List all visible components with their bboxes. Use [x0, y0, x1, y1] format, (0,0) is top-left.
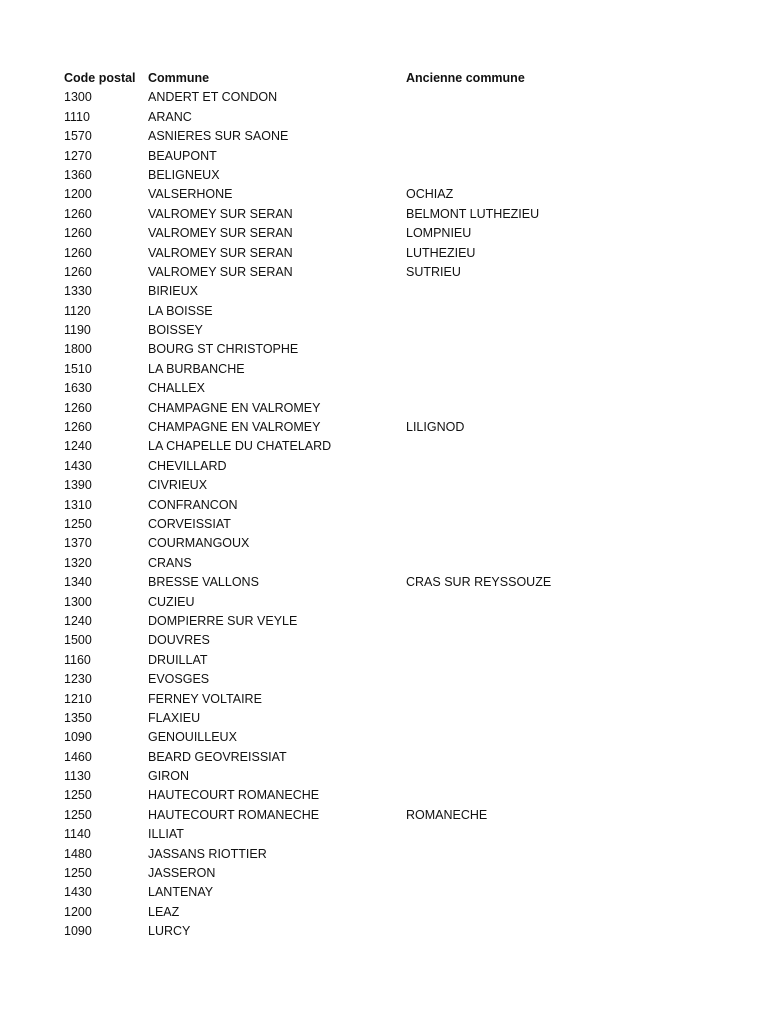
cell-code-postal: 1360 — [64, 167, 92, 182]
table-row — [64, 922, 704, 941]
cell-code-postal: 1260 — [64, 226, 92, 241]
table-row — [64, 825, 704, 844]
cell-commune: HAUTECOURT ROMANECHE — [148, 788, 320, 803]
cell-code-postal: 1330 — [64, 284, 92, 299]
table-row — [64, 864, 704, 883]
table-row — [64, 302, 704, 321]
cell-commune: DOMPIERRE SUR VEYLE — [148, 613, 298, 628]
cell-code-postal: 1250 — [64, 866, 92, 881]
cell-ancienne-commune: LOMPNIEU — [406, 226, 472, 241]
cell-commune: CORVEISSIAT — [148, 516, 231, 531]
cell-code-postal: 1250 — [64, 788, 92, 803]
header-commune: Commune — [148, 71, 210, 85]
cell-code-postal: 1200 — [64, 904, 92, 919]
cell-commune: CONFRANCON — [148, 497, 238, 512]
cell-commune: VALROMEY SUR SERAN — [148, 245, 293, 260]
table-header — [64, 69, 704, 88]
cell-code-postal: 1350 — [64, 710, 92, 725]
table-row — [64, 534, 704, 553]
cell-code-postal: 1430 — [64, 885, 92, 900]
cell-commune: DOUVRES — [148, 633, 210, 648]
cell-commune: VALROMEY SUR SERAN — [148, 264, 293, 279]
table-row — [64, 437, 704, 456]
table-row — [64, 612, 704, 631]
cell-commune: LA BURBANCHE — [148, 361, 245, 376]
cell-ancienne-commune: SUTRIEU — [406, 264, 461, 279]
cell-commune: ANDERT ET CONDON — [148, 90, 278, 105]
cell-commune: FERNEY VOLTAIRE — [148, 691, 262, 706]
table-row — [64, 748, 704, 767]
cell-commune: JASSERON — [148, 866, 216, 881]
header-ancienne-commune: Ancienne commune — [406, 71, 525, 85]
table-row — [64, 127, 704, 146]
cell-code-postal: 1480 — [64, 846, 92, 861]
cell-code-postal: 1310 — [64, 497, 92, 512]
cell-code-postal: 1430 — [64, 458, 92, 473]
cell-code-postal: 1460 — [64, 749, 92, 764]
table-row — [64, 108, 704, 127]
cell-code-postal: 1250 — [64, 516, 92, 531]
cell-code-postal: 1260 — [64, 420, 92, 435]
cell-commune: VALROMEY SUR SERAN — [148, 206, 293, 221]
cell-commune: GENOUILLEUX — [148, 730, 237, 745]
cell-code-postal: 1110 — [64, 109, 90, 124]
cell-code-postal: 1300 — [64, 90, 92, 105]
table-row — [64, 166, 704, 185]
cell-code-postal: 1510 — [64, 361, 92, 376]
table-row — [64, 515, 704, 534]
table-row — [64, 573, 704, 592]
cell-code-postal: 1630 — [64, 381, 92, 396]
cell-commune: COURMANGOUX — [148, 536, 250, 551]
cell-code-postal: 1160 — [64, 652, 91, 667]
cell-code-postal: 1240 — [64, 613, 92, 628]
cell-code-postal: 1260 — [64, 206, 92, 221]
cell-commune: LANTENAY — [148, 885, 214, 900]
cell-commune: ILLIAT — [148, 827, 184, 842]
cell-commune: CHAMPAGNE EN VALROMEY — [148, 400, 321, 415]
header-code-postal: Code postal — [64, 71, 136, 85]
cell-commune: BEARD GEOVREISSIAT — [148, 749, 287, 764]
table-row — [64, 360, 704, 379]
table-row — [64, 709, 704, 728]
cell-commune: CHAMPAGNE EN VALROMEY — [148, 420, 321, 435]
cell-code-postal: 1340 — [64, 575, 92, 590]
table-row — [64, 321, 704, 340]
cell-commune: DRUILLAT — [148, 652, 208, 667]
cell-commune: LEAZ — [148, 904, 180, 919]
cell-ancienne-commune: LILIGNOD — [406, 420, 465, 435]
cell-code-postal: 1230 — [64, 672, 92, 687]
table-body — [64, 88, 704, 941]
cell-code-postal: 1120 — [64, 303, 91, 318]
cell-commune: CIVRIEUX — [148, 478, 208, 493]
cell-code-postal: 1200 — [64, 187, 92, 202]
table-row — [64, 883, 704, 902]
cell-commune: LURCY — [148, 924, 191, 939]
cell-code-postal: 1390 — [64, 478, 92, 493]
cell-commune: VALSERHONE — [148, 187, 233, 202]
table-row — [64, 205, 704, 224]
table-row — [64, 418, 704, 437]
table-row — [64, 496, 704, 515]
table-row — [64, 379, 704, 398]
table-row — [64, 476, 704, 495]
table-row — [64, 185, 704, 204]
cell-ancienne-commune: BELMONT LUTHEZIEU — [406, 206, 540, 221]
table-row — [64, 728, 704, 747]
cell-code-postal: 1140 — [64, 827, 91, 842]
cell-commune: BEAUPONT — [148, 148, 217, 163]
cell-code-postal: 1370 — [64, 536, 92, 551]
cell-commune: ASNIERES SUR SAONE — [148, 129, 289, 144]
table-row — [64, 593, 704, 612]
table-row — [64, 224, 704, 243]
table-row — [64, 554, 704, 573]
cell-code-postal: 1250 — [64, 807, 92, 822]
table-row — [64, 244, 704, 263]
cell-code-postal: 1570 — [64, 129, 92, 144]
cell-commune: CHEVILLARD — [148, 458, 227, 473]
table-row — [64, 282, 704, 301]
cell-code-postal: 1300 — [64, 594, 92, 609]
cell-commune: CRANS — [148, 555, 192, 570]
cell-commune: BELIGNEUX — [148, 167, 220, 182]
cell-code-postal: 1800 — [64, 342, 92, 357]
cell-commune: BIRIEUX — [148, 284, 199, 299]
table-row — [64, 786, 704, 805]
commune-table — [64, 69, 704, 942]
cell-commune: BRESSE VALLONS — [148, 575, 259, 590]
cell-ancienne-commune: OCHIAZ — [406, 187, 454, 202]
cell-commune: EVOSGES — [148, 672, 210, 687]
cell-commune: ARANC — [148, 109, 192, 124]
cell-commune: LA BOISSE — [148, 303, 213, 318]
cell-code-postal: 1500 — [64, 633, 92, 648]
table-row — [64, 903, 704, 922]
table-row — [64, 399, 704, 418]
cell-commune: HAUTECOURT ROMANECHE — [148, 807, 320, 822]
cell-commune: GIRON — [148, 769, 189, 784]
cell-code-postal: 1190 — [64, 323, 91, 338]
table-row — [64, 88, 704, 107]
cell-ancienne-commune: LUTHEZIEU — [406, 245, 476, 260]
cell-code-postal: 1210 — [64, 691, 92, 706]
cell-commune: FLAXIEU — [148, 710, 201, 725]
table-row — [64, 767, 704, 786]
table-row — [64, 631, 704, 650]
cell-code-postal: 1320 — [64, 555, 92, 570]
cell-commune: BOISSEY — [148, 323, 203, 338]
table-row — [64, 806, 704, 825]
cell-commune: VALROMEY SUR SERAN — [148, 226, 293, 241]
cell-commune: JASSANS RIOTTIER — [148, 846, 267, 861]
cell-ancienne-commune: ROMANECHE — [406, 807, 488, 822]
cell-commune: LA CHAPELLE DU CHATELARD — [148, 439, 332, 454]
cell-commune: CUZIEU — [148, 594, 195, 609]
table-row — [64, 845, 704, 864]
table-row — [64, 670, 704, 689]
cell-code-postal: 1130 — [64, 769, 91, 784]
cell-code-postal: 1090 — [64, 924, 92, 939]
cell-code-postal: 1090 — [64, 730, 92, 745]
cell-code-postal: 1260 — [64, 264, 92, 279]
cell-ancienne-commune: CRAS SUR REYSSOUZE — [406, 575, 552, 590]
table-row — [64, 263, 704, 282]
table-row — [64, 147, 704, 166]
table-row — [64, 651, 704, 670]
cell-commune: BOURG ST CHRISTOPHE — [148, 342, 299, 357]
cell-code-postal: 1240 — [64, 439, 92, 454]
cell-code-postal: 1270 — [64, 148, 92, 163]
cell-code-postal: 1260 — [64, 400, 92, 415]
table-row — [64, 340, 704, 359]
table-row — [64, 457, 704, 476]
table-row — [64, 690, 704, 709]
cell-commune: CHALLEX — [148, 381, 205, 396]
cell-code-postal: 1260 — [64, 245, 92, 260]
